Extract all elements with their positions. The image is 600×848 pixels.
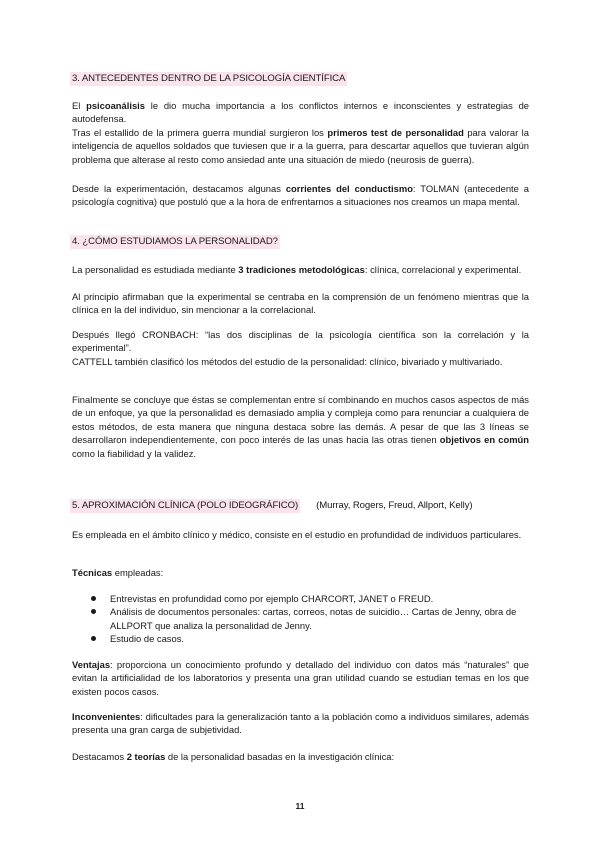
bullet-icon <box>91 609 96 614</box>
paragraph-cronbach: Después llegó CRONBACH: “las dos disciplinas de la psicología científica son la correlación y la experimental”. <box>72 329 529 354</box>
bullet-icon <box>91 596 96 601</box>
list-item: Estudio de casos. <box>72 632 529 645</box>
paragraph-cattell: CATTELL también clasificó los métodos del estudio de la personalidad: clínico, bivariado y multivariado. <box>72 356 503 367</box>
section-5-authors: (Murray, Rogers, Freud, Allport, Kelly) <box>316 500 473 511</box>
paragraph-tradiciones: La personalidad es estudiada mediante 3 tradiciones metodológicas: clínica, correlacional y experimental. <box>72 264 522 275</box>
section-5-heading <box>72 499 473 512</box>
bullet-icon <box>91 636 96 641</box>
paragraph-inconvenientes: Inconvenientes: dificultades para la generalización tanto a la población como a individuos similares, además presenta una gran carga de subjetividad. <box>72 711 529 736</box>
paragraph-tecnicas: Técnicas empleadas: <box>72 567 164 578</box>
section-5-title: 5. APROXIMACIÓN CLÍNICA (POLO IDEOGRÁFICO) <box>72 500 299 511</box>
paragraph-conclusion: Finalmente se concluye que éstas se complementan entre sí combinando en muchos casos aspectos de más de un enfoque, ya que la personalidad es demasiado amplia y compleja como para renunciar a cualquiera de estos métodos, de esta manera que ninguna destaca sobre las demás. A pesar de que las 3 líneas se desarrollaron independientemente, con poco interés de las unas hacia las otras tienen objetivos en común como la fiabilidad y la validez. <box>72 394 529 459</box>
list-item: Entrevistas en profundidad como por ejemplo CHARCORT, JANET o FREUD. <box>72 592 529 605</box>
paragraph-primeros-test: Tras el estallido de la primera guerra mundial surgieron los primeros test de personalidad para valorar la inteligencia de aquellos soldados que tuviesen que ir a la guerra, para descartar aquellos que tuvieran algún problema que alterase al resto como ansiedad ante una situación de miedo (neurosis de guerra). <box>72 127 529 165</box>
paragraph-psicoanalisis: El psicoanálisis le dio mucha importancia a los conflictos internos e inconscientes y estrategias de autodefensa. <box>72 100 529 125</box>
paragraph-conductismo: Desde la experimentación, destacamos algunas corrientes del conductismo: TOLMAN (antecedente a psicología cognitiva) que postuló que a la hora de enfrentarnos a situaciones nos creamos un mapa mental. <box>72 183 529 208</box>
section-4-heading <box>72 235 280 248</box>
paragraph-ventajas: Ventajas: proporciona un conocimiento profundo y detallado del individuo con datos más “naturales” que evitan la artificialidad de los laboratorios y presenta una gran utilidad cuando se estudian temas en los que existen pocos casos. <box>72 659 529 697</box>
page-number: 11 <box>295 801 305 811</box>
section-3-heading <box>72 72 347 85</box>
section-4-title: 4. ¿CÓMO ESTUDIAMOS LA PERSONALIDAD? <box>72 236 278 247</box>
tecnicas-list <box>72 592 529 646</box>
paragraph-ambito-clinico: Es empleada en el ámbito clínico y médico, consiste en el estudio en profundidad de individuos particulares. <box>72 529 522 540</box>
paragraph-experimental: Al principio afirmaban que la experimental se centraba en la comprensión de un fenómeno mientras que la clínica en la del individuo, sin mencionar a la correlacional. <box>72 291 529 316</box>
section-3-title: 3. ANTECEDENTES DENTRO DE LA PSICOLOGÍA CIENTÍFICA <box>72 73 346 84</box>
list-item: Análisis de documentos personales: cartas, correos, notas de suicidio… Cartas de Jenny, obra de ALLPORT que analiza la personalidad de Jenny. <box>72 605 529 632</box>
paragraph-destacamos: Destacamos 2 teorías de la personalidad basadas en la investigación clínica: <box>72 751 395 762</box>
